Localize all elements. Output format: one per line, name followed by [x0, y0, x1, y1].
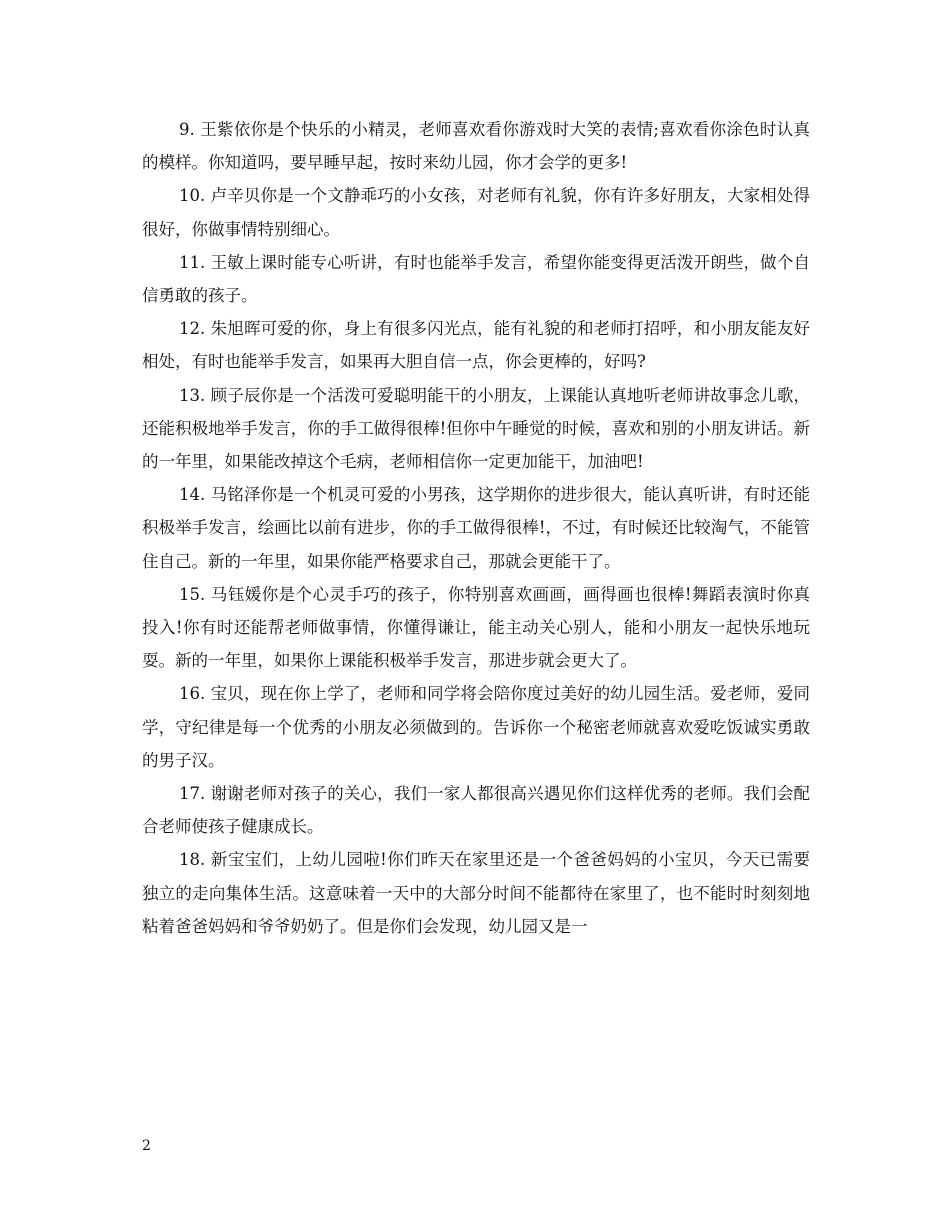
- paragraph-12: 12. 朱旭晖可爱的你，身上有很多闪光点，能有礼貌的和老师打招呼，和小朋友能友好相处，有时也能举手发言，如果再大胆自信一点，你会更棒的，好吗?: [142, 319, 810, 372]
- paragraph-18: 18. 新宝宝们，上幼儿园啦!你们昨天在家里还是一个爸爸妈妈的小宝贝，今天已需要独立的走向集体生活。这意味着一天中的大部分时间不能都待在家里了，也不能时时刻刻地粘着爸爸妈妈和爷爷奶奶了。但是你们会发现，幼儿园又是一: [142, 850, 810, 936]
- paragraph-13: 13. 顾子辰你是一个活泼可爱聪明能干的小朋友，上课能认真地听老师讲故事念儿歌，还能积极地举手发言，你的手工做得很棒!但你中午睡觉的时候，喜欢和别的小朋友讲话。新的一年里，如果能改掉这个毛病，老师相信你一定更加能干，加油吧!: [142, 385, 810, 472]
- paragraph-11: 11. 王敏上课时能专心听讲，有时也能举手发言，希望你能变得更活泼开朗些，做个自信勇敢的孩子。: [142, 252, 810, 306]
- paragraph-9: 9. 王紫依你是个快乐的小精灵，老师喜欢看你游戏时大笑的表情;喜欢看你涂色时认真的模样。你知道吗，要早睡早起，按时来幼儿园，你才会学的更多!: [142, 120, 810, 173]
- paragraph-17: 17. 谢谢老师对孩子的关心，我们一家人都很高兴遇见你们这样优秀的老师。我们会配合老师使孩子健康成长。: [142, 784, 810, 837]
- paragraph-15: 15. 马钰媛你是个心灵手巧的孩子，你特别喜欢画画，画得画也很棒!舞蹈表演时你真投入!你有时还能帮老师做事情，你懂得谦让，能主动关心别人，能和小朋友一起快乐地玩耍。新的一年里，如果你上课能积极举手发言，那进步就会更大了。: [142, 584, 810, 671]
- paragraph-16: 16. 宝贝，现在你上学了，老师和同学将会陪你度过美好的幼儿园生活。爱老师，爱同学，守纪律是每一个优秀的小朋友必须做到的。告诉你一个秘密老师就喜欢爱吃饭诚实勇敢的男子汉。: [142, 684, 810, 770]
- paragraph-10: 10. 卢辛贝你是一个文静乖巧的小女孩，对老师有礼貌，你有许多好朋友，大家相处得很好，你做事情特别细心。: [142, 186, 810, 239]
- paragraph-14: 14. 马铭泽你是一个机灵可爱的小男孩，这学期你的进步很大，能认真听讲，有时还能积极举手发言，绘画比以前有进步，你的手工做得很棒!，不过，有时候还比较淘气，不能管住自己。新的一年里，如果你能严格要求自己，那就会更能干了。: [142, 485, 810, 571]
- document-body: [142, 113, 810, 943]
- page-number: 2: [142, 1138, 151, 1154]
